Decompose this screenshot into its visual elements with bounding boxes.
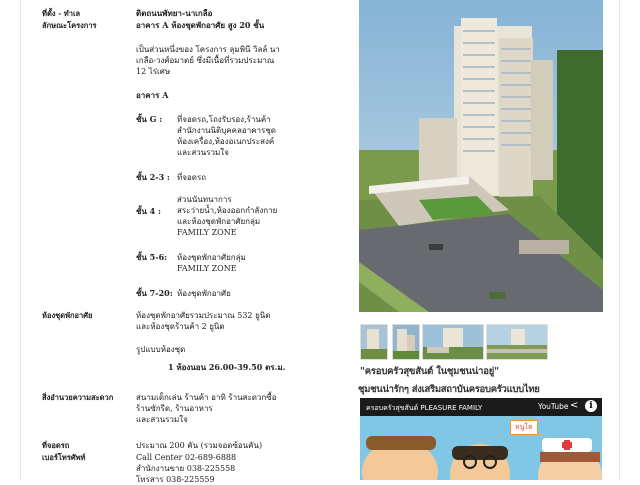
parking-value: ประมาณ 200 คัน (รวมจอดซ้อนคัน) bbox=[136, 441, 263, 450]
left-margin bbox=[0, 0, 21, 480]
video-title[interactable]: ครอบครัวสุขสันต์ PLEASURE FAMILY bbox=[366, 404, 483, 412]
video-title-bar bbox=[360, 398, 602, 416]
floor-description: ห้องชุดพักอาศัยกลุ่ม FAMILY ZONE bbox=[177, 253, 246, 273]
info-icon[interactable]: i bbox=[585, 400, 597, 412]
project-type-label: ลักษณะโครงการ bbox=[42, 21, 97, 30]
floor-label: ชั้น 4 : bbox=[136, 206, 161, 216]
facilities-label: สิ่งอำนวยความสะดวก bbox=[42, 393, 114, 402]
thumbnail[interactable] bbox=[392, 324, 420, 360]
floor-description: ห้องชุดพักอาศัย bbox=[177, 289, 231, 298]
thumbnail[interactable] bbox=[422, 324, 484, 360]
facilities-value: สนามเด็กเล่น ร้านค้า อาทิ ร้านสะดวกซื้อ ร้านซักรีด, ร้านอาหาร และสวนรวมใจ bbox=[136, 393, 277, 424]
floor-description: ส่วนนันทนาการ สระว่ายน้ำ,ห้องออกกำลังกาย และห้องชุดพักอาศัยกลุ่ม FAMILY ZONE bbox=[177, 195, 278, 237]
building-title: อาคาร A bbox=[136, 90, 169, 100]
thumbnail[interactable] bbox=[360, 324, 388, 360]
location-label: ที่ตั้ง - ทำเล bbox=[42, 9, 81, 18]
floor-label: ชั้น 2-3 : bbox=[136, 172, 170, 182]
project-details bbox=[42, 0, 342, 484]
video-caption-tag: หนูโต bbox=[510, 420, 538, 435]
youtube-logo[interactable]: YouTube bbox=[538, 402, 569, 411]
media-column bbox=[358, 0, 604, 480]
unit-type-title: รูปแบบห้องชุด bbox=[136, 345, 186, 354]
floor-label: ชั้น 7-20: bbox=[136, 288, 173, 298]
units-value: ห้องชุดพักอาศัยรวมประมาณ 532 ยูนิต และห้องชุดร้านค้า 2 ยูนิต bbox=[136, 311, 271, 331]
floor-description: ที่จอดรถ,โถงรับรอง,ร้านค้า สำนักงานนิติบุคคลอาคารชุด ห้องเครื่อง,ห้องอเนกประสงค์ และสวนรวมใจ bbox=[177, 115, 276, 157]
project-type-value: อาคาร A ห้องชุดพักอาศัย สูง 20 ชั้น bbox=[136, 20, 265, 30]
youtube-video-embed[interactable] bbox=[360, 398, 602, 480]
thumbnail-strip bbox=[360, 324, 604, 360]
units-label: ห้องชุดพักอาศัย bbox=[42, 311, 93, 320]
location-value: ติดถนนพัทยา-นาเกลือ bbox=[136, 8, 213, 18]
project-description: เป็นส่วนหนึ่งของ โครงการ ลุมพินี วิลล์ นาเกลือ-วงศ์อมาตย์ ซึ่งมีเนื้อที่รวมประมาณ 12 ไร่เศษ bbox=[136, 45, 280, 76]
phone-label: เบอร์โทรศัพท์ bbox=[42, 453, 86, 462]
parking-label: ที่จอดรถ bbox=[42, 441, 70, 450]
floor-label: ชั้น G : bbox=[136, 114, 163, 124]
floor-label: ชั้น 5-6: bbox=[136, 252, 168, 262]
promo-headline: "ครอบครัวสุขสันต์ ในชุมชนน่าอยู่" bbox=[360, 366, 499, 377]
share-icon[interactable]: < bbox=[570, 400, 579, 411]
phone-value: Call Center 02-689-6888 สำนักงานขาย 038-225558 โทรสาร 038-225559 bbox=[136, 453, 237, 484]
thumbnail[interactable] bbox=[486, 324, 548, 360]
hero-image[interactable] bbox=[359, 0, 603, 312]
floor-description: ที่จอดรถ bbox=[177, 173, 207, 182]
promo-subheadline: ชุมชนน่ารักๆ ส่งเสริมสถาบันครอบครัวแบบไทย bbox=[358, 384, 540, 395]
right-margin bbox=[619, 0, 640, 480]
unit-type-value: 1 ห้องนอน 26.00-39.50 ตร.ม. bbox=[168, 362, 286, 372]
building-rendering bbox=[359, 0, 603, 312]
